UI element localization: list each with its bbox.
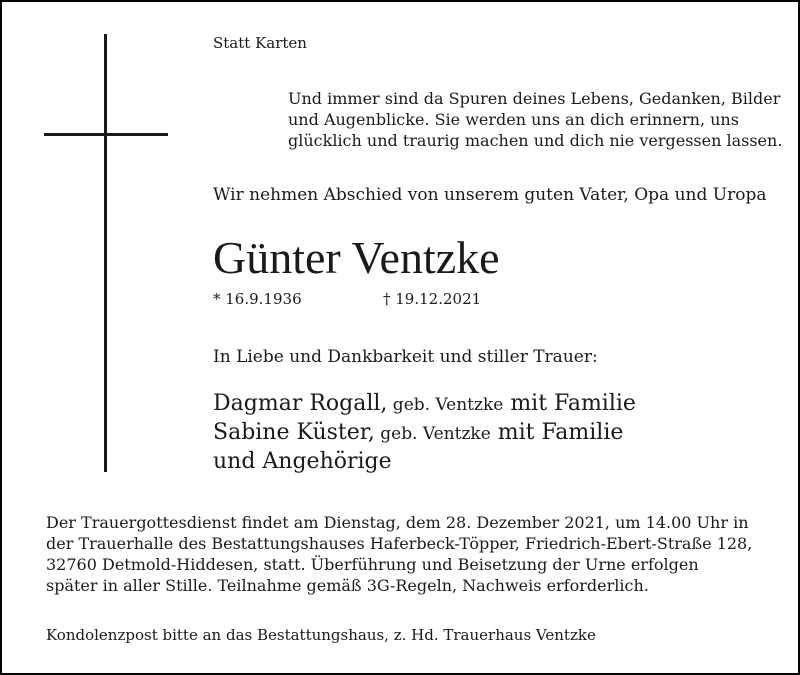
survivor-suffix: mit Familie (503, 391, 636, 416)
notice-line: 32760 Detmold-Hiddesen, statt. Überführung und Beisetzung der Urne erfolgen (46, 555, 699, 574)
survivor-suffix: mit Familie (490, 420, 624, 445)
survivor-maiden-name: geb. Ventzke (374, 424, 491, 444)
survivor-row (213, 419, 636, 448)
verse-line: glücklich und traurig machen und dich nie vergessen lassen. (288, 131, 783, 150)
death-date: † 19.12.2021 (383, 290, 482, 308)
birth-date: * 16.9.1936 (213, 290, 302, 308)
notice-line: Der Trauergottesdienst findet am Dienstag, dem 28. Dezember 2021, um 14.00 Uhr in (46, 513, 749, 532)
verse-line: Und immer sind da Spuren deines Lebens, Gedanken, Bilder (288, 89, 781, 108)
cross-vertical-bar (104, 34, 107, 472)
survivor-name: Dagmar Rogall, (213, 391, 388, 416)
memorial-verse (288, 88, 782, 151)
survivors-list (213, 390, 636, 477)
survivor-row (213, 448, 636, 477)
condolence-note: Kondolenzpost bitte an das Bestattungshaus, z. Hd. Trauerhaus Ventzke (46, 626, 596, 644)
statt-karten-label: Statt Karten (213, 34, 307, 52)
notice-line: der Trauerhalle des Bestattungshauses Haferbeck-Töpper, Friedrich-Ebert-Straße 128, (46, 534, 753, 553)
survivor-row (213, 390, 636, 419)
cross-horizontal-bar (44, 133, 168, 136)
survivor-maiden-name: geb. Ventzke (387, 395, 504, 415)
mourning-intro: In Liebe und Dankbarkeit und stiller Trauer: (213, 347, 598, 367)
farewell-line: Wir nehmen Abschied von unserem guten Vater, Opa und Uropa (213, 185, 767, 205)
survivor-name: und Angehörige (213, 449, 392, 474)
service-notice (46, 512, 752, 596)
survivor-name: Sabine Küster, (213, 420, 375, 445)
notice-line: später in aller Stille. Teilnahme gemäß 3G-Regeln, Nachweis erforderlich. (46, 576, 649, 595)
verse-line: und Augenblicke. Sie werden uns an dich erinnern, uns (288, 110, 739, 129)
deceased-name: Günter Ventzke (213, 232, 500, 283)
